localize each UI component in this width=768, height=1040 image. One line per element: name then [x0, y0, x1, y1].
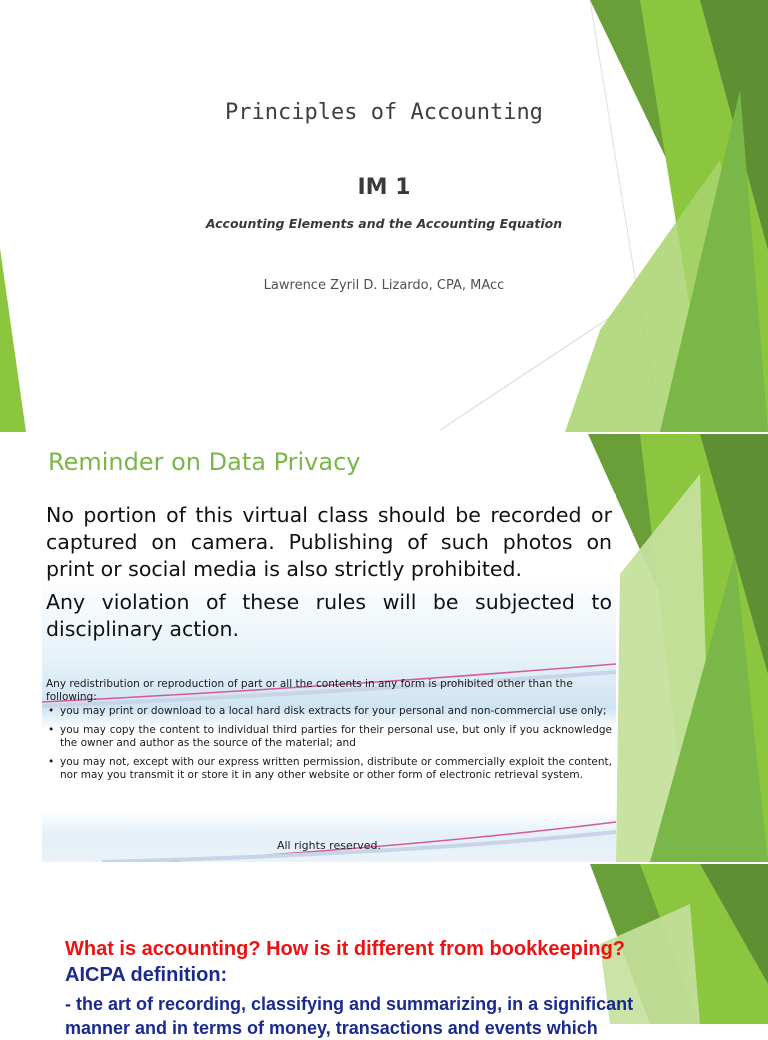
left-green-triangle: [0, 248, 26, 432]
bullet-icon: •: [48, 756, 55, 768]
question-heading: What is accounting? How is it different from bookkeeping?: [65, 938, 626, 960]
rights-reserved: All rights reserved.: [276, 839, 382, 852]
redistribution-terms: [46, 678, 612, 788]
module-label: IM 1: [357, 175, 411, 200]
bullet-icon: •: [48, 724, 55, 736]
terms-intro: Any redistribution or reproduction of part or all the contents in any form is prohibited other than the following:: [46, 678, 573, 703]
definition-line: manner and in terms of money, transactions and events which: [65, 1018, 598, 1038]
notice-main-text: [46, 502, 612, 649]
list-item-text: you may print or download to a local hard disk extracts for your personal and non-commercial use only;: [60, 705, 607, 717]
slide-what-is-accounting: [0, 864, 768, 1038]
author-line: Lawrence Zyril D. Lizardo, CPA, MAcc: [263, 278, 505, 293]
privacy-notice-image: [42, 494, 616, 862]
definition-line: - the art of recording, classifying and summarizing, in a significant: [65, 994, 634, 1014]
definition-heading: AICPA definition:: [65, 964, 228, 986]
slide-data-privacy: [0, 434, 768, 862]
bullet-icon: •: [48, 705, 55, 717]
notice-paragraph: No portion of this virtual class should be recorded or captured on camera. Publishing of such photos on print or social media is also strictly prohibited.: [46, 503, 612, 581]
presentation-title: Principles of Accounting: [225, 100, 543, 125]
list-item: [46, 724, 612, 750]
list-item-text: you may not, except with our express written permission, distribute or commercially exploit the content, nor may you transmit it or store it in any other website or other form of electronic retrieval system.: [60, 756, 612, 781]
list-item: [46, 756, 612, 782]
list-item: [46, 705, 612, 718]
slide-heading: Reminder on Data Privacy: [48, 448, 361, 476]
terms-list: [46, 705, 612, 782]
list-item-text: you may copy the content to individual third parties for their personal use, but only if you acknowledge the owner and author as the source of the material; and: [60, 724, 612, 749]
slide-title: [0, 0, 768, 432]
definition-text: [65, 992, 725, 1040]
module-subtitle: Accounting Elements and the Accounting Equation: [205, 216, 563, 231]
notice-paragraph: Any violation of these rules will be subjected to disciplinary action.: [46, 590, 612, 641]
